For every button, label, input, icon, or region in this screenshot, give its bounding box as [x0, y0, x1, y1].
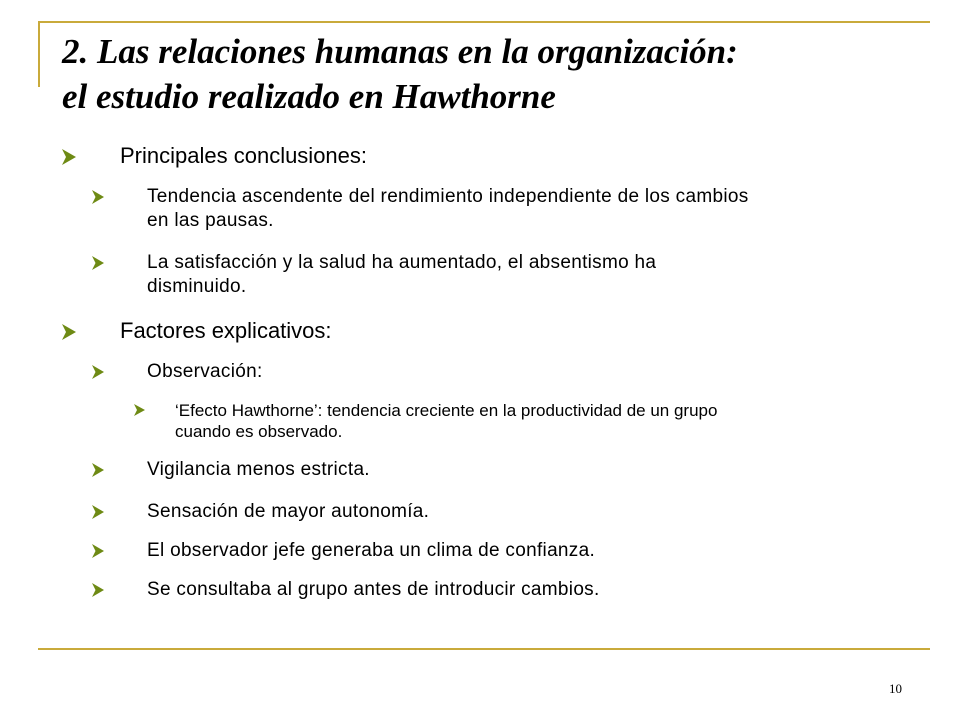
bullet-text: [147, 185, 932, 233]
arrow-bullet-icon: [92, 505, 104, 519]
bullet-text-line: en las pausas.: [147, 210, 274, 231]
arrow-bullet-icon: [92, 365, 104, 379]
bullet-text: El observador jefe generaba un clima de confianza.: [147, 540, 596, 561]
bullet-text: [147, 251, 932, 299]
bullet-factores-explicativos: [62, 318, 932, 344]
arrow-bullet-icon: [62, 324, 76, 340]
bullet-text: Principales conclusiones:: [120, 143, 368, 168]
arrow-bullet-icon: [134, 404, 145, 416]
page-number: 10: [889, 681, 902, 696]
arrow-bullet-icon: [92, 256, 104, 270]
arrow-bullet-icon: [92, 583, 104, 597]
bullet-text-line: cuando es observado.: [175, 422, 343, 441]
bullet-satisfaccion-salud: [92, 251, 932, 299]
bullet-text-line: La satisfacción y la salud ha aumentado, el absentismo ha: [147, 252, 657, 273]
bullet-text: Observación:: [147, 361, 263, 382]
bullet-text: Se consultaba al grupo antes de introducir cambios.: [147, 579, 600, 600]
bullet-text-line: disminuido.: [147, 276, 247, 297]
bullet-observacion: [92, 360, 932, 384]
bullet-text: Vigilancia menos estricta.: [147, 459, 370, 480]
bullet-text: Factores explicativos:: [120, 318, 332, 343]
arrow-bullet-icon: [92, 190, 104, 204]
bullet-consultaba-grupo: [92, 578, 932, 602]
bullet-autonomia: [92, 500, 932, 524]
bullet-text: Sensación de mayor autonomía.: [147, 501, 430, 522]
bullet-text-line: Tendencia ascendente del rendimiento independiente de los cambios: [147, 186, 749, 207]
arrow-bullet-icon: [92, 544, 104, 558]
slide-title-line-1: 2. Las relaciones humanas en la organización:: [62, 32, 738, 71]
bottom-rule: [38, 648, 930, 650]
bullet-tendencia-ascendente: [92, 185, 932, 233]
arrow-bullet-icon: [92, 463, 104, 477]
bullet-principales-conclusiones: [62, 143, 932, 169]
bullet-efecto-hawthorne: [134, 400, 924, 442]
bullet-text-line: ‘Efecto Hawthorne’: tendencia creciente en la productividad de un grupo: [175, 401, 718, 420]
bullet-vigilancia: [92, 458, 932, 482]
slide-title-line-2: el estudio realizado en Hawthorne: [62, 77, 556, 116]
arrow-bullet-icon: [62, 149, 76, 165]
bullet-clima-confianza: [92, 539, 932, 563]
bullet-text: [175, 400, 915, 442]
